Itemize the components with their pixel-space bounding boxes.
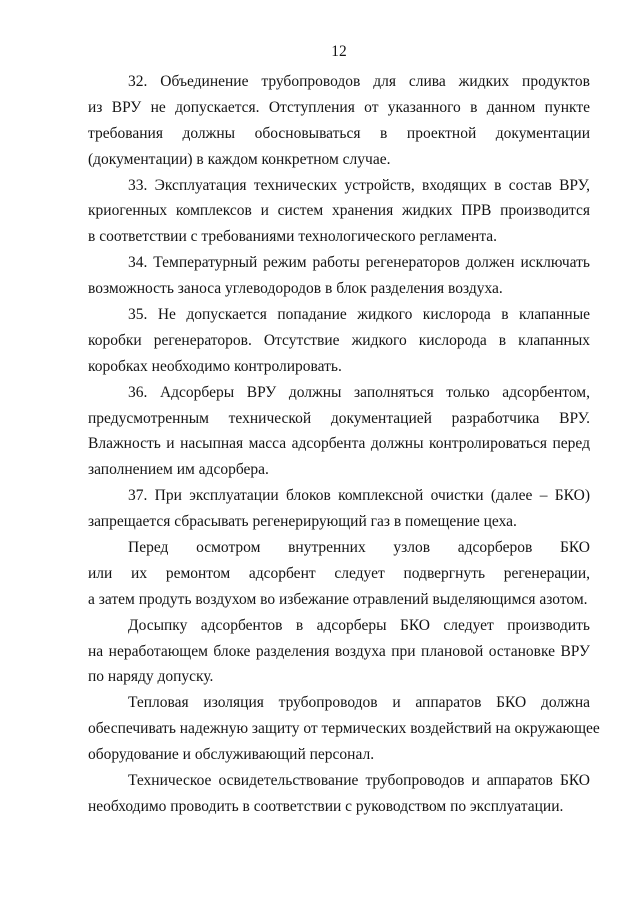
- paragraph-33: [88, 173, 590, 251]
- text-line: 36. Адсорберы ВРУ должны заполняться только адсорбентом,: [128, 383, 590, 401]
- text-line: а затем продуть воздухом во избежание отравлений выделяющимся азотом.: [88, 590, 588, 608]
- paragraph-35: [88, 302, 590, 380]
- text-line: запрещается сбрасывать регенерирующий газ в помещение цеха.: [88, 513, 517, 531]
- text-line: необходимо проводить в соответствии с руководством по эксплуатации.: [88, 797, 564, 815]
- text-line: 32. Объединение трубопроводов для слива жидких продуктов: [128, 73, 590, 90]
- text-line: в соответствии с требованиями технологического регламента.: [88, 228, 498, 246]
- text-line: заполнением им адсорбера.: [88, 461, 269, 479]
- paragraph-37-examination: [88, 768, 590, 820]
- text-line: коробки регенераторов. Отсутствие жидкого кислорода в клапанных: [88, 331, 590, 349]
- document-body: [88, 69, 600, 820]
- text-line: 37. При эксплуатации блоков комплексной очистки (далее – БКО): [128, 487, 590, 505]
- text-line: 34. Температурный режим работы регенераторов должен исключать: [128, 254, 590, 272]
- paragraph-37: [88, 483, 590, 535]
- text-line: из ВРУ не допускается. Отступления от указанного в данном пункте: [88, 98, 590, 116]
- paragraph-37-inspection: [88, 535, 590, 613]
- paragraph-34: [88, 250, 590, 302]
- paragraph-36: [88, 380, 590, 484]
- text-line: криогенных комплексов и систем хранения жидких ПРВ производится: [88, 202, 590, 220]
- text-line: требования должны обосновываться в проектной документации: [88, 124, 590, 142]
- paragraph-37-insulation: [88, 690, 600, 768]
- paragraph-32: [88, 69, 590, 173]
- paragraph-37-refill: [88, 613, 590, 691]
- text-line: коробках необходимо контролировать.: [88, 357, 342, 375]
- text-line: или их ремонтом адсорбент следует подвергнуть регенерации,: [88, 564, 590, 582]
- page-number: 12: [331, 43, 347, 60]
- text-line: обеспечивать надежную защиту от термических воздействий на окружающее: [88, 720, 600, 738]
- text-line: Досыпку адсорбентов в адсорберы БКО следует производить: [128, 616, 590, 634]
- text-line: Перед осмотром внутренних узлов адсорберов БКО: [128, 539, 590, 557]
- text-line: 33. Эксплуатация технических устройств, входящих в состав ВРУ,: [128, 176, 590, 194]
- text-line: Тепловая изоляция трубопроводов и аппаратов БКО должна: [128, 694, 590, 712]
- text-line: 35. Не допускается попадание жидкого кислорода в клапанные: [128, 306, 590, 324]
- text-line: по наряду допуску.: [88, 668, 214, 686]
- text-line: оборудование и обслуживающий персонал.: [88, 746, 375, 764]
- text-line: предусмотренным технической документацией разработчика ВРУ.: [88, 409, 590, 427]
- text-line: на неработающем блоке разделения воздуха при плановой остановке ВРУ: [88, 642, 590, 660]
- text-line: возможность заноса углеводородов в блок разделения воздуха.: [88, 280, 503, 298]
- text-line: (документации) в каждом конкретном случае.: [88, 150, 391, 168]
- text-line: Техническое освидетельствование трубопроводов и аппаратов БКО: [128, 772, 590, 790]
- text-line: Влажность и насыпная масса адсорбента должны контролироваться перед: [88, 435, 590, 453]
